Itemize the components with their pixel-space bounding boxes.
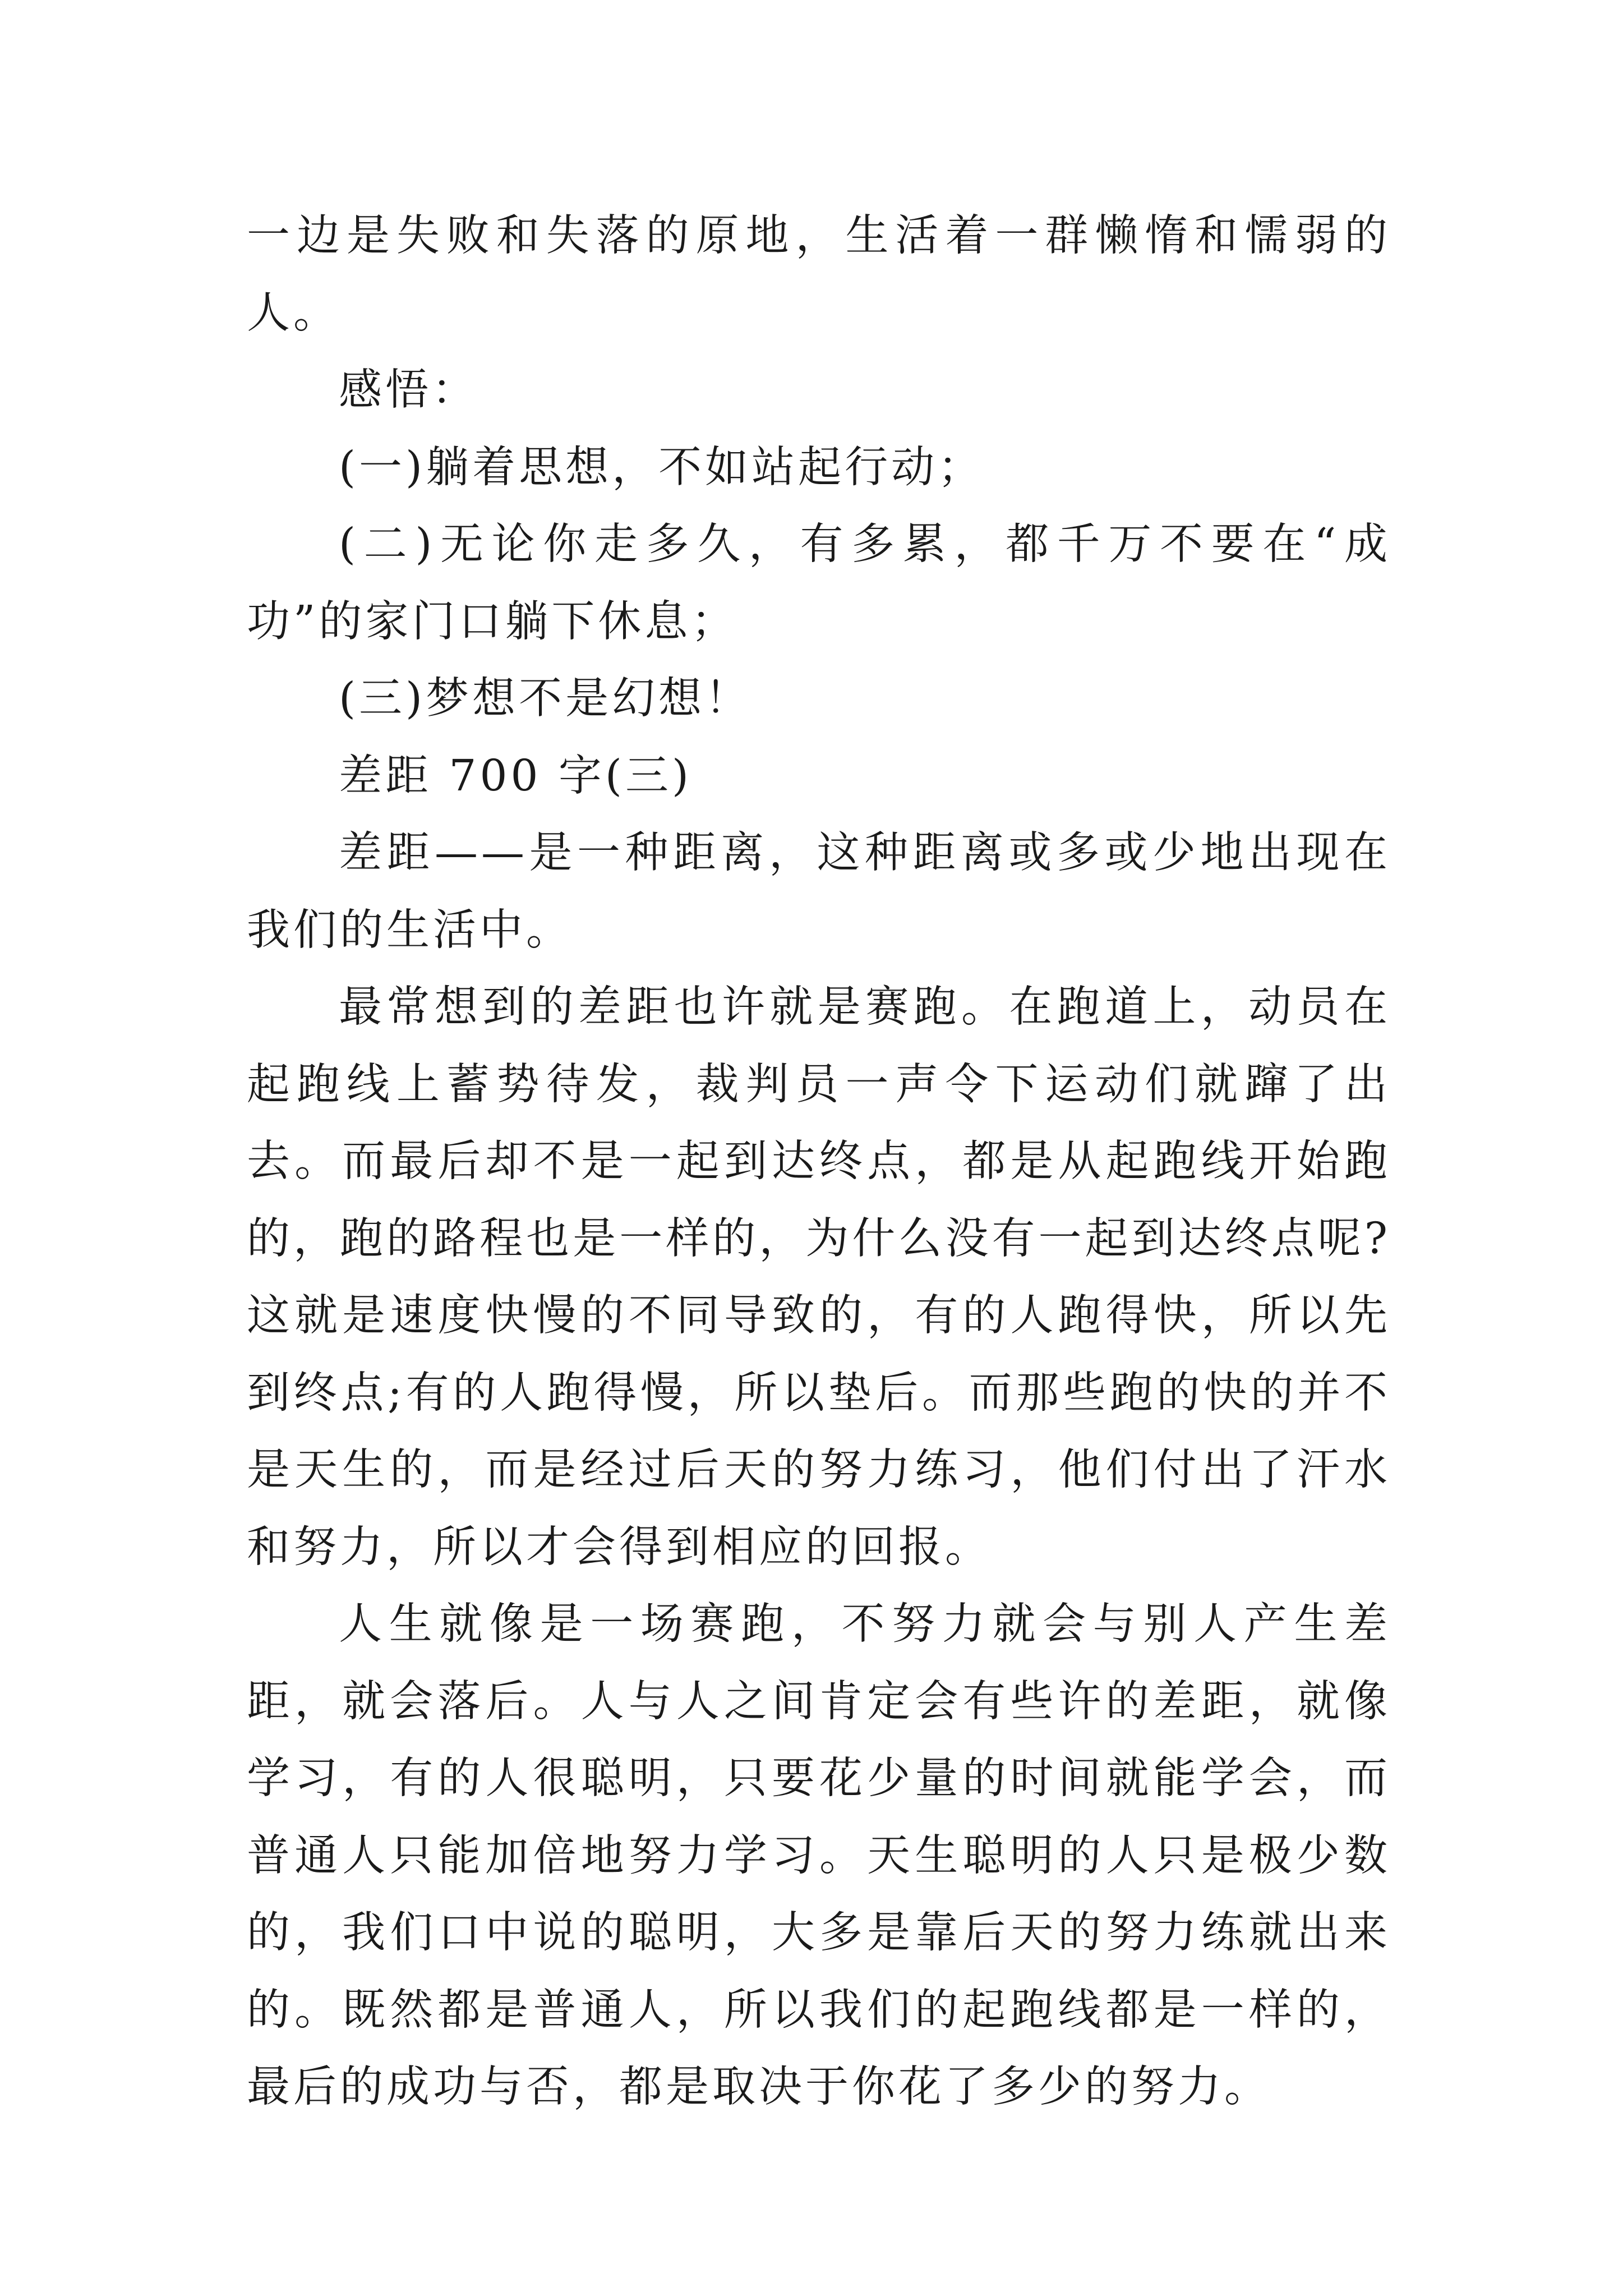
paragraph-9: 人生就像是一场赛跑，不努力就会与别人产生差距，就会落后。人与人之间肯定会有些许的差距，就像学习，有的人很聪明，只要花少量的时间就能学会，而普通人只能加倍地努力学习。天生聪明的人只是极少数的，我们口中说的聪明，大多是靠后天的努力练就出来的。既然都是普通人，所以我们的起跑线都是一样的，最后的成功与否，都是取决于你花了多少的努力。 xyxy=(247,1599,1391,2112)
paragraph-7: 差距——是一种距离，这种距离或多或少地出现在我们的生活中。 xyxy=(247,828,1391,955)
paragraph-8: 最常想到的差距也许就是赛跑。在跑道上，动员在起跑线上蓄势待发，裁判员一声令下运动们就蹿了出去。而最后却不是一起到达终点，都是从起跑线开始跑的，跑的路程也是一样的，为什么没有一起到达终点呢?这就是速度快慢的不同导致的，有的人跑得快，所以先到终点;有的人跑得慢，所以垫后。而那些跑的快的并不是天生的，而是经过后天的努力练习，他们付出了汗水和努力，所以才会得到相应的回报。 xyxy=(247,982,1391,1572)
paragraph-1: 一边是失败和失落的原地，生活着一群懒惰和懦弱的人。 xyxy=(247,211,1391,338)
paragraph-4: (二)无论你走多久，有多累，都千万不要在“成功”的家门口躺下休息； xyxy=(247,519,1391,647)
paragraph-5: (三)梦想不是幻想！ xyxy=(339,674,752,724)
section-heading: 差距 700 字(三) xyxy=(339,751,693,801)
paragraph-2: 感悟： xyxy=(339,365,478,415)
paragraph-3: (一)躺着思想，不如站起行动； xyxy=(339,442,985,493)
document-body xyxy=(247,197,1391,2126)
